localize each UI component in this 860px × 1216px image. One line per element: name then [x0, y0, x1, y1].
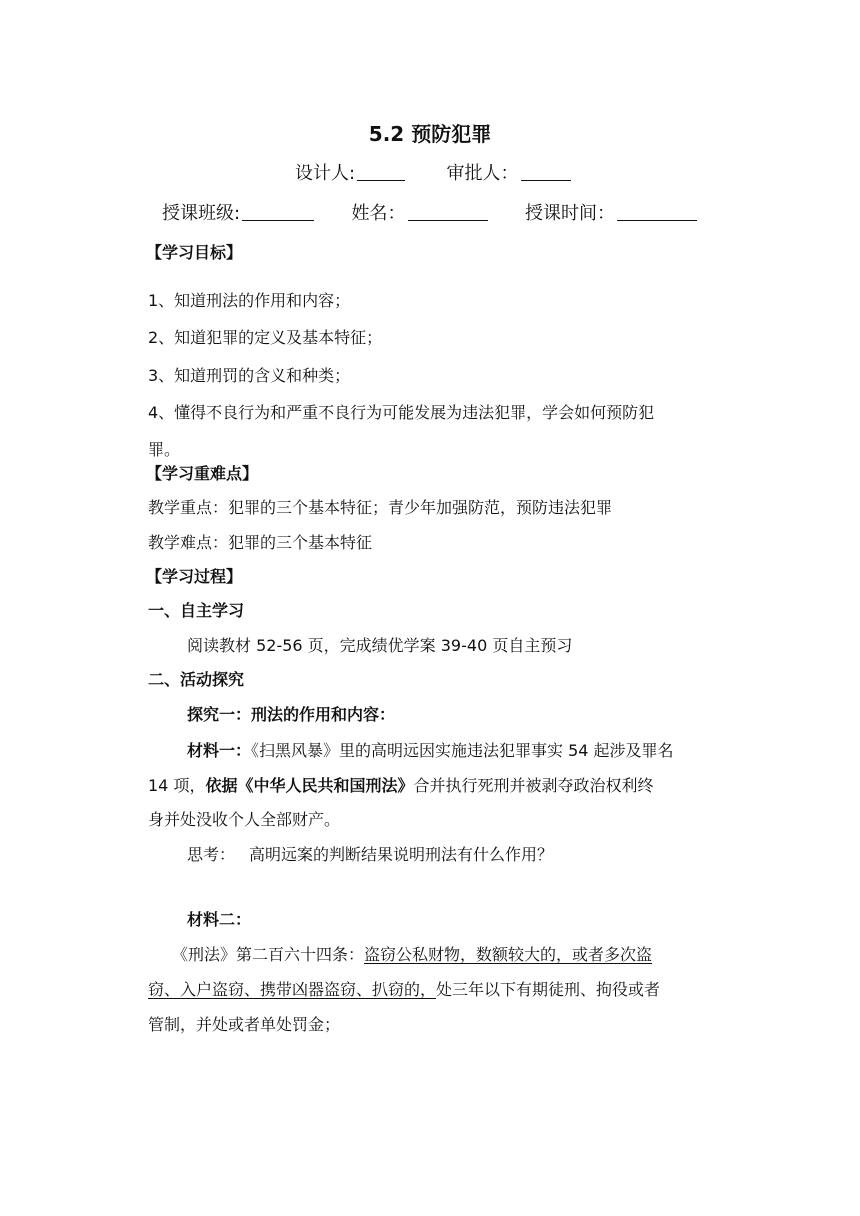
goals-heading: 【学习目标】 — [146, 243, 243, 262]
process-heading: 【学习过程】 — [146, 567, 243, 586]
material-two-label: 材料二： — [187, 910, 252, 929]
material-two-text: 处三年以下有期徒刑、拘役或者 — [436, 980, 661, 999]
material-one-text: 《扫黑风暴》里的高明远因实施违法犯罪事实 54 起涉及罪名 — [251, 741, 674, 760]
explore-title: 探究一：刑法的作用和内容： — [187, 705, 396, 724]
goal-item: 3、知道刑罚的含义和种类； — [148, 366, 351, 385]
key-point-item: 教学重点：犯罪的三个基本特征；青少年加强防范，预防违法犯罪 — [148, 498, 613, 517]
think-question — [187, 845, 553, 865]
material-one-line: 身并处没收个人全部财产。 — [148, 810, 341, 829]
class-info-row — [162, 202, 697, 225]
material-one-emphasis: 依据《中华人民共和国刑法》 — [205, 776, 414, 795]
designer-label: 设计人: — [295, 163, 356, 184]
goal-item: 4、懂得不良行为和严重不良行为可能发展为违法犯罪，学会如何预防犯 — [148, 403, 655, 422]
class-blank — [242, 202, 314, 221]
time-blank — [617, 202, 697, 221]
name-blank — [408, 202, 488, 221]
signature-row — [295, 162, 571, 185]
approver-blank — [521, 162, 571, 181]
goal-item: 1、知道刑法的作用和内容； — [148, 291, 351, 310]
material-two-line: 管制，并处或者单处罚金； — [148, 1015, 341, 1034]
name-label: 姓名： — [351, 203, 406, 224]
document-title: 5.2 预防犯罪 — [368, 122, 492, 146]
material-two-line — [148, 980, 660, 1000]
material-one-text: 14 项， — [148, 776, 206, 795]
self-study-text: 阅读教材 52-56 页，完成绩优学案 39-40 页自主预习 — [187, 636, 573, 655]
goal-item: 罪。 — [148, 440, 181, 459]
think-label: 思考： — [187, 845, 236, 864]
material-one-line — [187, 741, 674, 761]
material-two-underlined: 窃、入户盗窃、携带凶器盗窃、扒窃的， — [148, 980, 437, 999]
goal-item: 2、知道犯罪的定义及基本特征； — [148, 328, 383, 347]
material-one-label: 材料一： — [187, 741, 252, 760]
section-title: 二、活动探究 — [148, 670, 245, 689]
section-title: 一、自主学习 — [148, 601, 245, 620]
material-one-line — [148, 776, 653, 796]
class-label: 授课班级: — [162, 203, 241, 224]
key-point-item: 教学难点：犯罪的三个基本特征 — [148, 533, 373, 552]
material-two-text: 《刑法》第二百六十四条： — [172, 945, 365, 964]
material-two-underlined: 盗窃公私财物，数额较大的，或者多次盗 — [364, 945, 653, 964]
time-label: 授课时间： — [525, 203, 616, 224]
think-text: 高明远案的判断结果说明刑法有什么作用？ — [249, 845, 554, 864]
key-points-heading: 【学习重难点】 — [146, 464, 259, 483]
designer-blank — [357, 162, 405, 181]
material-two-line — [172, 945, 652, 965]
approver-label: 审批人： — [446, 163, 519, 184]
material-one-text: 合并执行死刑并被剥夺政治权利终 — [413, 776, 654, 795]
